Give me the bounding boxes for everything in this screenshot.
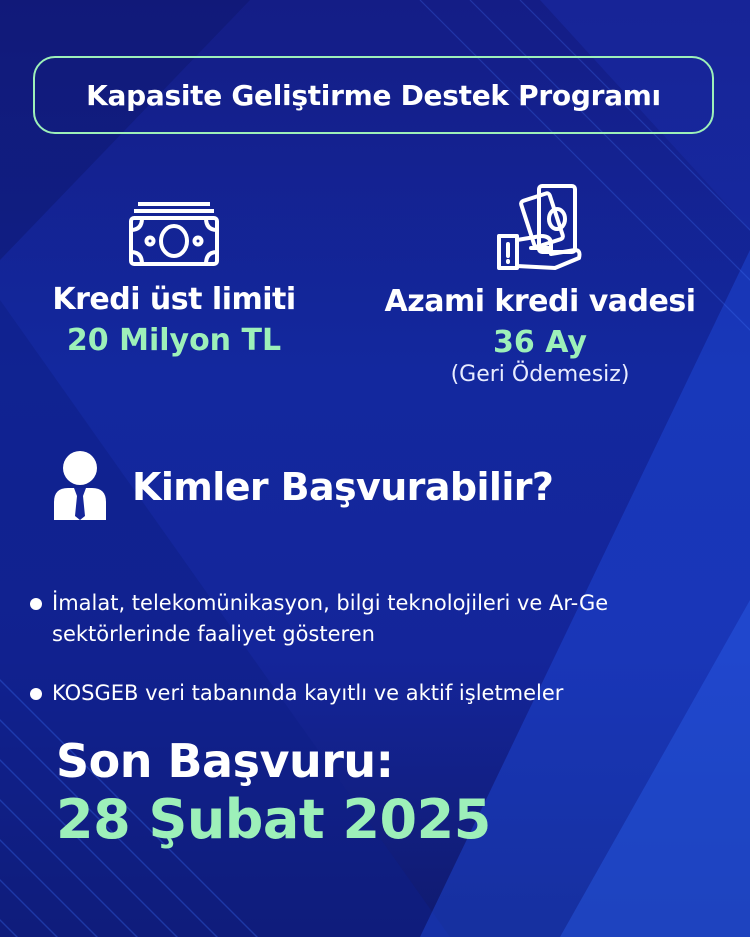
list-item <box>30 588 730 650</box>
bullet-dot <box>30 688 42 700</box>
list-item <box>30 678 730 709</box>
credit-limit-value: 20 Milyon TL <box>66 323 282 358</box>
eligibility-title: Kimler Başvurabilir? <box>132 465 554 509</box>
deadline-date: 28 Şubat 2025 <box>56 788 491 851</box>
money-in-hand-icon <box>360 184 720 272</box>
deadline-label: Son Başvuru: <box>56 734 394 788</box>
credit-limit-section <box>18 200 330 358</box>
banknote-icon <box>18 200 330 268</box>
bullet-dot <box>30 598 42 610</box>
max-term-note: (Geri Ödemesiz) <box>450 362 630 387</box>
list-item-text: İmalat, telekomünikasyon, bilgi teknolojileri ve Ar-Ge sektörlerinde faaliyet gösteren <box>52 591 609 646</box>
eligibility-header <box>52 450 553 524</box>
eligibility-list <box>30 588 730 737</box>
program-title-box <box>33 56 714 134</box>
max-term-section <box>360 184 720 387</box>
max-term-label: Azami kredi vadesi <box>384 284 696 319</box>
person-icon <box>52 450 108 524</box>
list-item-text: KOSGEB veri tabanında kayıtlı ve aktif işletmeler <box>52 681 564 705</box>
program-title: Kapasite Geliştirme Destek Programı <box>86 78 661 112</box>
credit-limit-label: Kredi üst limiti <box>52 282 296 317</box>
max-term-value: 36 Ay <box>493 325 587 360</box>
